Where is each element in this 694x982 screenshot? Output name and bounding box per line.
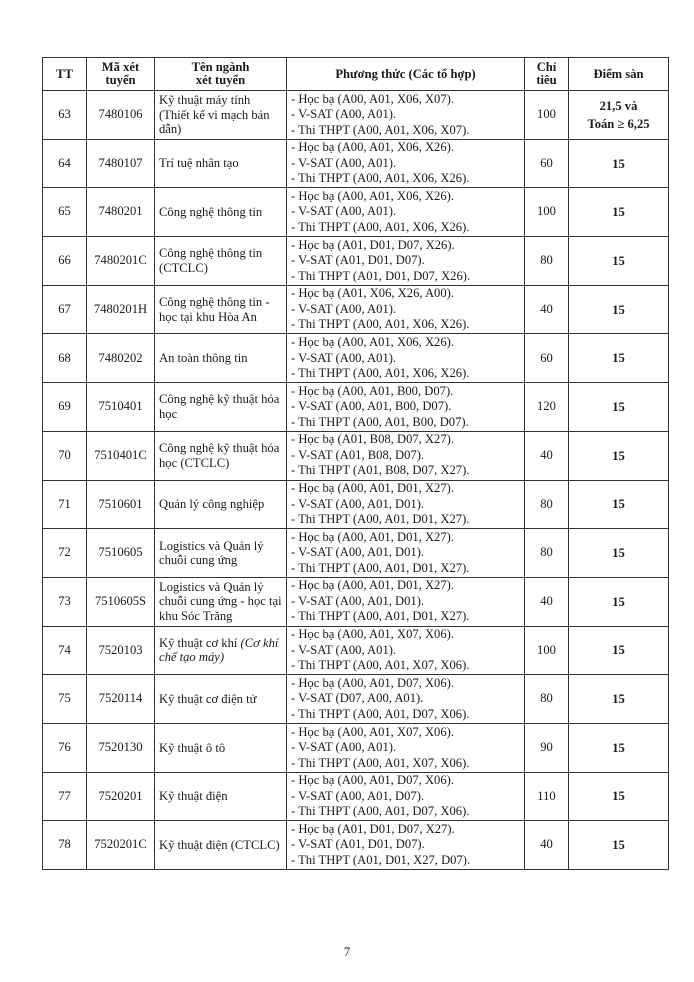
- cell-diem-san: [569, 577, 669, 626]
- ten-nganh-text: Kỹ thuật cơ khí: [159, 635, 238, 650]
- phuong-thuc-line: - Thi THPT (A00, A01, X06, X26).: [291, 366, 470, 381]
- cell-tt: 63: [43, 91, 87, 140]
- phuong-thuc-line: - Thi THPT (A00, A01, D07, X06).: [291, 804, 470, 819]
- diem-san-line: 21,5 và: [599, 98, 638, 113]
- phuong-thuc-line: - Học bạ (A01, D01, D07, X26).: [291, 237, 455, 252]
- header-phuong-thuc: Phương thức (Các tổ hợp): [287, 58, 525, 91]
- phuong-thuc-line: - Học bạ (A00, A01, D07, X06).: [291, 773, 454, 788]
- cell-ten-nganh: [155, 821, 287, 870]
- cell-chi-tieu: 120: [525, 383, 569, 432]
- cell-phuong-thuc: [287, 675, 525, 724]
- cell-ma-xet-tuyen: 7510601: [87, 480, 155, 529]
- cell-diem-san: [569, 723, 669, 772]
- table-row: [43, 188, 669, 237]
- cell-tt: 74: [43, 626, 87, 675]
- phuong-thuc-line: - Thi THPT (A00, A01, B00, D07).: [291, 414, 469, 429]
- phuong-thuc-line: - V-SAT (A00, A01).: [291, 155, 397, 170]
- table-header-row: [43, 58, 669, 91]
- admission-table: [42, 57, 669, 870]
- cell-ten-nganh: [155, 139, 287, 188]
- ten-nganh-text: Công nghệ thông tin: [159, 204, 263, 219]
- cell-tt: 69: [43, 383, 87, 432]
- phuong-thuc-line: - V-SAT (A00, A01).: [291, 642, 397, 657]
- cell-diem-san: [569, 237, 669, 286]
- phuong-thuc-line: - V-SAT (A01, D01, D07).: [291, 837, 425, 852]
- table-row: [43, 383, 669, 432]
- cell-phuong-thuc: [287, 334, 525, 383]
- cell-phuong-thuc: [287, 237, 525, 286]
- ten-nganh-text: Công nghệ kỹ thuật hóa học: [159, 392, 280, 421]
- cell-ten-nganh: [155, 675, 287, 724]
- phuong-thuc-line: - V-SAT (A00, A01).: [291, 107, 397, 122]
- cell-tt: 66: [43, 237, 87, 286]
- diem-san-line: 15: [612, 448, 625, 463]
- cell-ma-xet-tuyen: 7520103: [87, 626, 155, 675]
- table-body: [43, 91, 669, 870]
- ten-nganh-text: Kỹ thuật ô tô: [159, 740, 226, 755]
- phuong-thuc-line: - Thi THPT (A00, A01, X07, X06).: [291, 658, 470, 673]
- phuong-thuc-line: - V-SAT (A01, D01, D07).: [291, 253, 425, 268]
- diem-san-line: 15: [612, 546, 625, 561]
- cell-diem-san: [569, 675, 669, 724]
- cell-chi-tieu: 40: [525, 285, 569, 334]
- cell-chi-tieu: 40: [525, 577, 569, 626]
- phuong-thuc-line: - Thi THPT (A00, A01, X06, X26).: [291, 171, 470, 186]
- cell-phuong-thuc: [287, 577, 525, 626]
- diem-san-line: 15: [612, 594, 625, 609]
- table-row: [43, 821, 669, 870]
- cell-phuong-thuc: [287, 139, 525, 188]
- cell-tt: 75: [43, 675, 87, 724]
- ten-nganh-note: (Cơ khí chế tạo máy): [159, 635, 279, 665]
- diem-san-line: 15: [612, 302, 625, 317]
- cell-diem-san: [569, 139, 669, 188]
- phuong-thuc-line: - V-SAT (D07, A00, A01).: [291, 691, 424, 706]
- phuong-thuc-line: - Thi THPT (A01, D01, X27, D07).: [291, 852, 471, 867]
- phuong-thuc-line: - Thi THPT (A01, D01, D07, X26).: [291, 268, 471, 283]
- table-row: [43, 577, 669, 626]
- table-row: [43, 529, 669, 578]
- phuong-thuc-line: - Thi THPT (A00, A01, D01, X27).: [291, 609, 470, 624]
- cell-chi-tieu: 60: [525, 334, 569, 383]
- cell-tt: 76: [43, 723, 87, 772]
- cell-tt: 70: [43, 431, 87, 480]
- cell-chi-tieu: 80: [525, 529, 569, 578]
- phuong-thuc-line: - Học bạ (A00, A01, D01, X27).: [291, 578, 454, 593]
- phuong-thuc-line: - Thi THPT (A00, A01, X07, X06).: [291, 755, 470, 770]
- cell-ten-nganh: [155, 91, 287, 140]
- cell-diem-san: [569, 821, 669, 870]
- header-diem-san: Điểm sàn: [569, 58, 669, 91]
- cell-diem-san: [569, 480, 669, 529]
- phuong-thuc-line: - V-SAT (A01, B08, D07).: [291, 447, 425, 462]
- table-row: [43, 91, 669, 140]
- phuong-thuc-line: - V-SAT (A00, A01, D01).: [291, 496, 425, 511]
- cell-ma-xet-tuyen: 7480201H: [87, 285, 155, 334]
- phuong-thuc-line: - Thi THPT (A00, A01, X06, X07).: [291, 122, 470, 137]
- cell-ma-xet-tuyen: 7510401: [87, 383, 155, 432]
- cell-ma-xet-tuyen: 7480107: [87, 139, 155, 188]
- phuong-thuc-line: - Học bạ (A01, B08, D07, X27).: [291, 432, 454, 447]
- cell-diem-san: [569, 431, 669, 480]
- phuong-thuc-line: - Thi THPT (A00, A01, D07, X06).: [291, 706, 470, 721]
- cell-ten-nganh: [155, 237, 287, 286]
- cell-chi-tieu: 100: [525, 91, 569, 140]
- ten-nganh-text: An toàn thông tin: [159, 351, 248, 366]
- ten-nganh-text: Kỹ thuật máy tính (Thiết kế vi mạch bán dẫn): [159, 93, 270, 137]
- cell-phuong-thuc: [287, 821, 525, 870]
- phuong-thuc-line: - Thi THPT (A00, A01, D01, X27).: [291, 512, 470, 527]
- table-row: [43, 334, 669, 383]
- ten-nganh-text: Quản lý công nghiệp: [159, 497, 265, 512]
- ten-nganh-text: Logistics và Quản lý chuỗi cung ứng: [159, 538, 264, 568]
- cell-chi-tieu: 40: [525, 821, 569, 870]
- cell-chi-tieu: 90: [525, 723, 569, 772]
- ten-nganh-text: Công nghệ kỹ thuật hóa học (CTCLC): [159, 441, 280, 470]
- cell-ten-nganh: [155, 723, 287, 772]
- cell-phuong-thuc: [287, 529, 525, 578]
- cell-ma-xet-tuyen: 7510605S: [87, 577, 155, 626]
- cell-ma-xet-tuyen: 7510401C: [87, 431, 155, 480]
- phuong-thuc-line: - Thi THPT (A00, A01, X06, X26).: [291, 219, 470, 234]
- cell-phuong-thuc: [287, 480, 525, 529]
- cell-ma-xet-tuyen: 7480202: [87, 334, 155, 383]
- cell-chi-tieu: 80: [525, 675, 569, 724]
- phuong-thuc-line: - V-SAT (A00, A01).: [291, 301, 397, 316]
- diem-san-line: 15: [612, 740, 625, 755]
- cell-ten-nganh: [155, 577, 287, 626]
- ten-nganh-text: Kỹ thuật điện (CTCLC): [159, 837, 280, 852]
- cell-diem-san: [569, 285, 669, 334]
- cell-ten-nganh: [155, 626, 287, 675]
- cell-diem-san: [569, 626, 669, 675]
- phuong-thuc-line: - Thi THPT (A01, B08, D07, X27).: [291, 463, 470, 478]
- cell-ma-xet-tuyen: 7520201: [87, 772, 155, 821]
- phuong-thuc-line: - Học bạ (A01, X06, X26, A00).: [291, 286, 454, 301]
- cell-chi-tieu: 100: [525, 626, 569, 675]
- phuong-thuc-line: - Học bạ (A00, A01, D07, X06).: [291, 675, 454, 690]
- phuong-thuc-line: - Thi THPT (A00, A01, X06, X26).: [291, 317, 470, 332]
- cell-tt: 65: [43, 188, 87, 237]
- cell-diem-san: [569, 383, 669, 432]
- cell-tt: 64: [43, 139, 87, 188]
- cell-ma-xet-tuyen: 7480201: [87, 188, 155, 237]
- cell-chi-tieu: 100: [525, 188, 569, 237]
- cell-ten-nganh: [155, 480, 287, 529]
- phuong-thuc-line: - V-SAT (A00, A01, D01).: [291, 545, 425, 560]
- cell-diem-san: [569, 529, 669, 578]
- cell-ten-nganh: [155, 334, 287, 383]
- phuong-thuc-line: - V-SAT (A00, A01).: [291, 204, 397, 219]
- ten-nganh-text: Trí tuệ nhân tạo: [159, 156, 239, 171]
- phuong-thuc-line: - Học bạ (A00, A01, X07, X06).: [291, 627, 454, 642]
- header-ma-xet-tuyen: Mã xét tuyển: [87, 58, 155, 91]
- page-number: 7: [343, 944, 351, 959]
- header-chi-tieu: Chỉ tiêu: [525, 58, 569, 91]
- table-row: [43, 237, 669, 286]
- cell-diem-san: [569, 334, 669, 383]
- cell-phuong-thuc: [287, 285, 525, 334]
- cell-ten-nganh: [155, 188, 287, 237]
- diem-san-line: 15: [612, 789, 625, 804]
- cell-ma-xet-tuyen: 7520201C: [87, 821, 155, 870]
- table-row: [43, 285, 669, 334]
- ten-nganh-text: Kỹ thuật cơ điện tử: [159, 691, 257, 706]
- phuong-thuc-line: - Học bạ (A00, A01, D01, X27).: [291, 529, 454, 544]
- cell-tt: 77: [43, 772, 87, 821]
- cell-ten-nganh: [155, 285, 287, 334]
- diem-san-line: 15: [612, 692, 625, 707]
- table-row: [43, 675, 669, 724]
- cell-tt: 67: [43, 285, 87, 334]
- ten-nganh-text: Công nghệ thông tin (CTCLC): [159, 246, 263, 275]
- cell-ma-xet-tuyen: 7480106: [87, 91, 155, 140]
- phuong-thuc-line: - Học bạ (A00, A01, D01, X27).: [291, 481, 454, 496]
- cell-ten-nganh: [155, 431, 287, 480]
- phuong-thuc-line: - V-SAT (A00, A01, D01).: [291, 593, 425, 608]
- header-tt: TT: [43, 58, 87, 91]
- cell-phuong-thuc: [287, 626, 525, 675]
- cell-tt: 73: [43, 577, 87, 626]
- diem-san-line: 15: [612, 838, 625, 853]
- diem-san-line: 15: [612, 497, 625, 512]
- cell-tt: 68: [43, 334, 87, 383]
- cell-chi-tieu: 40: [525, 431, 569, 480]
- phuong-thuc-line: - Học bạ (A00, A01, B00, D07).: [291, 383, 454, 398]
- diem-san-line: 15: [612, 156, 625, 171]
- ten-nganh-text: Kỹ thuật điện: [159, 789, 228, 804]
- phuong-thuc-line: - Học bạ (A00, A01, X06, X07).: [291, 91, 454, 106]
- diem-san-line: 15: [612, 253, 625, 268]
- cell-phuong-thuc: [287, 772, 525, 821]
- cell-phuong-thuc: [287, 723, 525, 772]
- phuong-thuc-line: - Học bạ (A00, A01, X07, X06).: [291, 724, 454, 739]
- cell-ma-xet-tuyen: 7480201C: [87, 237, 155, 286]
- diem-san-line: 15: [612, 351, 625, 366]
- cell-tt: 78: [43, 821, 87, 870]
- table-row: [43, 772, 669, 821]
- cell-phuong-thuc: [287, 188, 525, 237]
- phuong-thuc-line: - V-SAT (A00, A01, B00, D07).: [291, 399, 452, 414]
- cell-ten-nganh: [155, 529, 287, 578]
- cell-ten-nganh: [155, 772, 287, 821]
- table-row: [43, 723, 669, 772]
- phuong-thuc-line: - Thi THPT (A00, A01, D01, X27).: [291, 560, 470, 575]
- cell-diem-san: [569, 188, 669, 237]
- cell-diem-san: [569, 91, 669, 140]
- cell-ten-nganh: [155, 383, 287, 432]
- cell-chi-tieu: 80: [525, 480, 569, 529]
- diem-san-line: Toán ≥ 6,25: [587, 116, 650, 131]
- table-row: [43, 139, 669, 188]
- cell-chi-tieu: 110: [525, 772, 569, 821]
- phuong-thuc-line: - Học bạ (A00, A01, X06, X26).: [291, 188, 454, 203]
- cell-tt: 72: [43, 529, 87, 578]
- header-ten-nganh: Tên ngành xét tuyển: [155, 58, 287, 91]
- cell-ma-xet-tuyen: 7510605: [87, 529, 155, 578]
- table-row: [43, 480, 669, 529]
- phuong-thuc-line: - Học bạ (A00, A01, X06, X26).: [291, 140, 454, 155]
- cell-ma-xet-tuyen: 7520114: [87, 675, 155, 724]
- phuong-thuc-line: - V-SAT (A00, A01).: [291, 740, 397, 755]
- cell-diem-san: [569, 772, 669, 821]
- diem-san-line: 15: [612, 205, 625, 220]
- phuong-thuc-line: - V-SAT (A00, A01).: [291, 350, 397, 365]
- cell-ma-xet-tuyen: 7520130: [87, 723, 155, 772]
- cell-phuong-thuc: [287, 383, 525, 432]
- ten-nganh-text: Logistics và Quản lý chuỗi cung ứng - học tại khu Sóc Trăng: [159, 579, 282, 623]
- diem-san-line: 15: [612, 643, 625, 658]
- table-row: [43, 431, 669, 480]
- cell-chi-tieu: 80: [525, 237, 569, 286]
- phuong-thuc-line: - V-SAT (A00, A01, D07).: [291, 788, 425, 803]
- cell-chi-tieu: 60: [525, 139, 569, 188]
- ten-nganh-text: Công nghệ thông tin - học tại khu Hòa An: [159, 295, 270, 324]
- table-row: [43, 626, 669, 675]
- phuong-thuc-line: - Học bạ (A01, D01, D07, X27).: [291, 821, 455, 836]
- phuong-thuc-line: - Học bạ (A00, A01, X06, X26).: [291, 335, 454, 350]
- diem-san-line: 15: [612, 399, 625, 414]
- cell-phuong-thuc: [287, 431, 525, 480]
- cell-phuong-thuc: [287, 91, 525, 140]
- cell-tt: 71: [43, 480, 87, 529]
